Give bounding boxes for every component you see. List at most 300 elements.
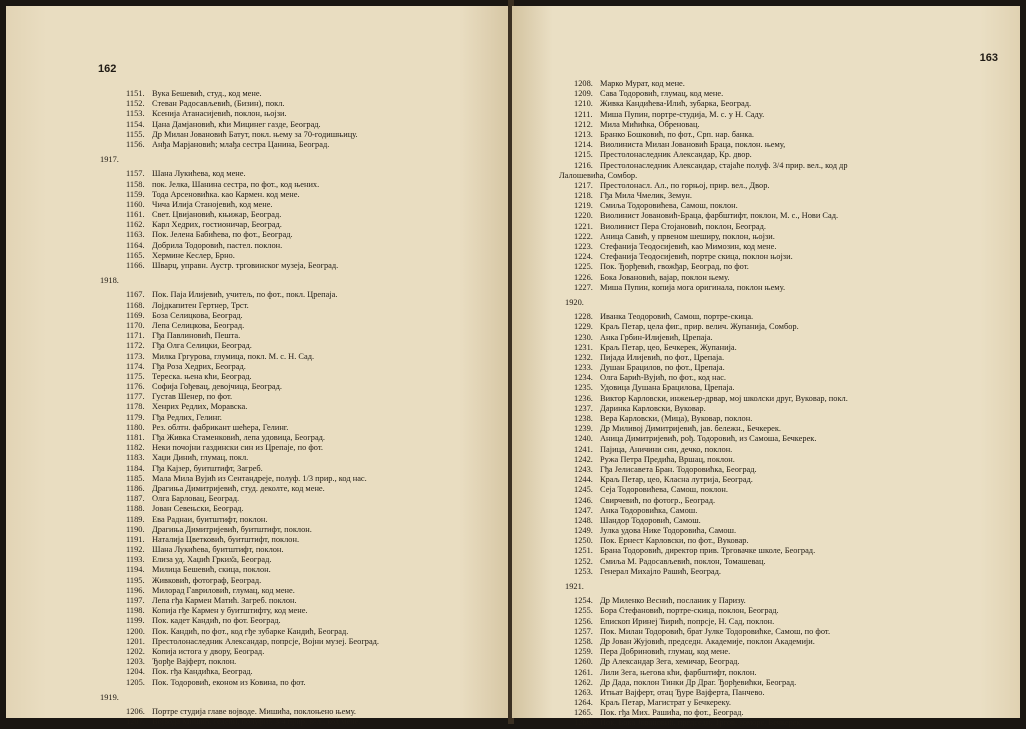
- entry-number: 1245.: [574, 485, 593, 495]
- list-item: [574, 475, 1014, 485]
- entry-number: 1193.: [126, 555, 145, 565]
- list-item: [126, 362, 506, 372]
- list-item: [126, 290, 506, 300]
- entry-text: Шварц, управн. Аустр. трговинског музеја, Београд.: [152, 261, 339, 270]
- entry-number: 1167.: [126, 290, 145, 300]
- list-item: [126, 443, 506, 453]
- entry-text: Генерал Михајло Рашић, Београд.: [600, 566, 721, 576]
- list-item: [126, 321, 506, 331]
- entry-number: 1218.: [574, 191, 593, 201]
- entry-text: Стефанија Теодосијевић, као Мимозин, код мене.: [600, 242, 777, 251]
- entry-text: Цана Дамјановић, кћи Мицинег газде, Београд.: [152, 119, 321, 129]
- entry-text: Краљ Петар, цео, Класна лутрија, Београд.: [600, 475, 753, 485]
- entry-number: 1261.: [574, 667, 593, 677]
- entry-text: Војвода Мишић, седећи, полуфиг. 3/4 прир. вел., код мене.: [152, 717, 361, 727]
- list-item: [574, 262, 1014, 272]
- list-item: [574, 606, 1014, 616]
- entry-number: 1210.: [574, 99, 593, 109]
- entry-text: Свет. Цвијановић, књижар, Београд.: [152, 210, 282, 220]
- list-item: [574, 424, 1014, 434]
- list-item: [126, 627, 506, 637]
- list-item: [574, 404, 1014, 414]
- entry-number: 1244.: [574, 475, 593, 485]
- entry-text: Анђа Марјановић; млађа сестра Цанина, Београд.: [152, 139, 330, 149]
- list-item: [574, 688, 1014, 698]
- list-item: [574, 445, 1014, 455]
- entry-text: Аница Димитријевић, рођ. Тодоровић, из Самоша, Бечкерек.: [600, 434, 817, 444]
- entry-number: 1231.: [574, 342, 593, 352]
- entry-number: 1236.: [574, 393, 593, 403]
- entry-text: Пок. Кандић, по фот., код гђе зубарке Кандић, Београд.: [152, 626, 349, 636]
- entry-number: 1252.: [574, 556, 593, 566]
- year-heading: 1920.: [565, 297, 584, 307]
- list-item: [126, 251, 506, 261]
- entry-text: Др Миленко Веснић, посланик у Паризу.: [600, 596, 746, 606]
- page-number: 162: [98, 63, 117, 75]
- right-page: [512, 6, 1020, 728]
- list-item: [574, 99, 1014, 109]
- entry-number: 1172.: [126, 341, 145, 351]
- entry-text: Гђа Павлиновић, Пешта.: [152, 331, 241, 341]
- list-item: [574, 434, 1014, 444]
- list-item: [574, 89, 1014, 99]
- entry-number: 1160.: [126, 199, 145, 209]
- entry-number: 1177.: [126, 392, 145, 402]
- entry-number: 1163.: [126, 230, 145, 240]
- list-item: [126, 423, 506, 433]
- entry-text: Вера Карловски, (Мица), Вуковар, поклон.: [600, 414, 753, 423]
- entry-text: Анка Грбин-Илијевић, Црепаја.: [600, 332, 713, 342]
- entry-number: 1233.: [574, 363, 593, 373]
- entry-text: Гђа Кајзер, буитштифт, Загреб.: [152, 463, 263, 473]
- entry-number: 1258.: [574, 636, 593, 646]
- list-item: [126, 341, 506, 351]
- list-item: [126, 392, 506, 402]
- entry-number: 1255.: [574, 606, 593, 616]
- list-item: [574, 668, 1014, 678]
- entry-text: Пок. Ернест Карловски, по фот., Вуковар.: [600, 536, 749, 546]
- entry-text: Боза Селицкова, Београд.: [152, 310, 243, 320]
- entry-number: 1204.: [126, 667, 145, 677]
- entry-text: Мила Мићићка, Обреновац.: [600, 119, 700, 129]
- list-item: [574, 242, 1014, 252]
- list-item: [126, 616, 506, 626]
- entry-text: Анка Тодоровићка, Самош.: [600, 505, 698, 515]
- entry-text: Олга Барић-Вујић, по фот., код нас.: [600, 373, 727, 383]
- list-item: [574, 557, 1014, 567]
- list-item: [126, 402, 506, 412]
- list-item: [574, 678, 1014, 688]
- entry-text: Чича Илија Станојевић, код мене.: [152, 199, 273, 209]
- entry-text: Ружа Петра Предића, Вршац, поклон.: [600, 454, 735, 464]
- list-item: [574, 201, 1014, 211]
- list-item: [126, 311, 506, 321]
- entry-text: Миша Пупин, портре-студија, М. с. у Н. Саду.: [600, 109, 765, 119]
- entry-text: пок. Јелка, Шанина сестра, по фот., код њених.: [152, 179, 320, 189]
- list-item: [126, 464, 506, 474]
- entry-number: 1192.: [126, 545, 145, 555]
- entry-number: 1182.: [126, 443, 145, 453]
- entry-text: Лепа гђа Кармен Матић. Загреб. поклон.: [152, 596, 297, 605]
- entry-text: Лили Зега, његова кћи, фарбштифт, поклон.: [600, 667, 757, 677]
- entry-text: Миша Пупин, копија мога оригинала, поклон њему.: [600, 282, 786, 292]
- entry-number: 1200.: [126, 626, 145, 636]
- entry-text: Пок. кадет Кандић, по фот. Београд.: [152, 616, 281, 626]
- list-item: [574, 232, 1014, 242]
- entry-number: 1158.: [126, 179, 145, 189]
- list-item: [574, 596, 1014, 606]
- entry-number: 1201.: [126, 636, 145, 646]
- entry-list: [100, 89, 506, 727]
- list-item: [574, 647, 1014, 657]
- entry-number: 1197.: [126, 596, 145, 605]
- entry-text: Виолиниста Милан Јовановић Браца, поклон. њему,: [600, 140, 786, 150]
- list-item: [126, 433, 506, 443]
- list-item: [126, 576, 506, 586]
- entry-text: Пок. Тодоровић, економ из Ковина, по фот.: [152, 677, 306, 687]
- list-item: [574, 627, 1014, 637]
- entry-text: Лојдкапитен Гертнер, Трст.: [152, 300, 249, 310]
- entry-number: 1152.: [126, 99, 145, 109]
- entry-text: Даринка Карловски, Вуковар.: [600, 403, 706, 413]
- list-item: [126, 210, 506, 220]
- list-item: [574, 383, 1014, 393]
- entry-number: 1213.: [574, 129, 593, 139]
- list-item: [574, 414, 1014, 424]
- entry-text: Бока Јовановић, вајар, поклон њему.: [600, 272, 730, 282]
- list-item: [574, 567, 1014, 577]
- list-item: [126, 261, 506, 271]
- list-item: [126, 331, 506, 341]
- entry-text: Карл Хедрих, гостионичар, Београд.: [152, 220, 282, 230]
- entry-number: 1165.: [126, 250, 145, 260]
- entry-text: Виолинист Јовановић-Браца, фарбштифт, поклон, М. с., Нови Сад.: [600, 211, 839, 221]
- entry-text: Удовица Душана Брациловa, Црепаја.: [600, 383, 735, 393]
- list-item: [574, 455, 1014, 465]
- list-item: [126, 707, 506, 717]
- list-item: [574, 485, 1014, 495]
- entry-text: Портре студија главе војводе. Мишића, поклоњено њему.: [152, 706, 357, 716]
- entry-text: Смиља Тодоровићева, Самош, поклон.: [600, 201, 738, 211]
- entry-number: 1189.: [126, 514, 145, 524]
- year-heading: 1918.: [100, 276, 119, 286]
- entry-text: Јулка удова Нике Тодоровића, Самош.: [600, 526, 737, 536]
- list-item: [126, 220, 506, 230]
- entry-number: 1217.: [574, 180, 593, 190]
- entry-text: Гђа Живка Стаменковић, лепа удовица, Београд.: [152, 433, 326, 442]
- entry-number: 1190.: [126, 524, 145, 534]
- list-item: [126, 515, 506, 525]
- entry-text: Марко Мурат, код мене.: [600, 79, 685, 88]
- entry-number: 1239.: [574, 424, 593, 434]
- entry-text: Олга Барловац, Београд.: [152, 494, 240, 504]
- entry-number: 1159.: [126, 189, 145, 199]
- entry-number: 1179.: [126, 412, 145, 422]
- entry-text: Гђа Јелисавета Бран. Тодоровићка, Београд.: [600, 464, 757, 474]
- list-item: [574, 181, 1014, 191]
- entry-continuation: Лалошевића, Сомбор.: [559, 170, 638, 180]
- list-item: [126, 109, 506, 119]
- entry-number: 1262.: [574, 677, 593, 687]
- entry-text: Пок. Јелена Бабићева, по фот., Београд.: [152, 230, 293, 240]
- entry-text: Гђа Мила Чмелик, Земун.: [600, 191, 692, 201]
- entry-number: 1241.: [574, 444, 593, 454]
- list-item: [574, 120, 1014, 130]
- list-item: [574, 322, 1014, 332]
- page-number: 163: [979, 52, 998, 64]
- entry-text: Престолонаследник Александар, Кр. двор.: [600, 150, 752, 160]
- entry-number: 1186.: [126, 483, 145, 493]
- list-item: [574, 211, 1014, 221]
- entry-number: 1185.: [126, 473, 145, 483]
- list-item: [126, 372, 506, 382]
- entry-text: Гђа Олга Селицки, Београд.: [152, 341, 252, 351]
- list-item: [574, 536, 1014, 546]
- entry-text: Неки почојни газдински син из Црепаје, по фот.: [152, 443, 323, 453]
- entry-text: Виолинист Пера Стојановић, поклон, Београд.: [600, 221, 766, 231]
- entry-number: 1199.: [126, 616, 145, 626]
- entry-text: Смиља М. Радосављевић, поклон, Томашевац.: [600, 556, 766, 566]
- entry-text: Пок. гђа Мих. Рашића, по фот., Београд.: [600, 708, 744, 718]
- list-item: [126, 678, 506, 688]
- entry-number: 1240.: [574, 434, 593, 444]
- list-item: [126, 190, 506, 200]
- entry-text: Пок. Паја Илијевић, учитељ, по фот., покл. Црепаја.: [152, 290, 338, 300]
- entry-number: 1181.: [126, 433, 145, 442]
- list-item: [126, 525, 506, 535]
- entry-text: Душан Брацилов, по фот., Црепаја.: [600, 363, 725, 373]
- entry-text: Драгиња Димитријевић, буитштифт, поклон.: [152, 524, 312, 534]
- list-item: [126, 99, 506, 109]
- entry-text: Тода Арсеновићка. као Кармен. код мене.: [152, 189, 300, 199]
- list-item: [126, 717, 506, 727]
- entry-number: 1168.: [126, 300, 145, 310]
- entry-text: Добрила Тодоровић, пастел. поклон.: [152, 240, 283, 250]
- entry-text: Ева Раднаи, буитштифт, поклон.: [152, 514, 268, 524]
- entry-number: 1234.: [574, 373, 593, 383]
- entry-number: 1173.: [126, 351, 145, 361]
- entry-number: 1205.: [126, 677, 145, 687]
- list-item: [126, 180, 506, 190]
- entry-text: Престолонаследник Александар, попрсје, Војни музеј. Београд.: [152, 636, 380, 646]
- list-item: [574, 506, 1014, 516]
- entry-text: Живковић, фотограф, Београд.: [152, 575, 262, 585]
- entry-number: 1265.: [574, 708, 593, 718]
- list-item: [574, 283, 1014, 293]
- entry-text: Свирчевић, по фотогр., Београд.: [600, 495, 716, 505]
- entry-number: 1207.: [126, 717, 145, 727]
- entry-number: 1242.: [574, 454, 593, 464]
- list-item: [574, 312, 1014, 322]
- entry-number: 1171.: [126, 331, 145, 341]
- entry-number: 1259.: [574, 647, 593, 657]
- list-item: [126, 545, 506, 555]
- entry-number: 1226.: [574, 272, 593, 282]
- list-item: [574, 637, 1014, 647]
- entry-number: 1212.: [574, 119, 593, 129]
- entry-number: 1175.: [126, 371, 145, 381]
- entry-text: Хермине Кеслер, Брно.: [152, 250, 235, 260]
- entry-text: Аница Савић, у првеном шеширу, поклон, њојзи.: [600, 231, 775, 241]
- list-item: [126, 169, 506, 179]
- entry-number: 1188.: [126, 504, 145, 514]
- entry-number: 1216.: [574, 160, 593, 170]
- list-item: [574, 546, 1014, 556]
- entry-number: 1162.: [126, 220, 145, 230]
- entry-number: 1220.: [574, 211, 593, 221]
- list-item: [574, 343, 1014, 353]
- entry-number: 1232.: [574, 352, 593, 362]
- list-item: [574, 657, 1014, 667]
- entry-number: 1248.: [574, 515, 593, 525]
- entry-text: Хенрих Редлих, Моравска.: [152, 402, 248, 412]
- entry-text: Престолонасл. Ал., по горњој, прир. вел., Двор.: [600, 180, 770, 190]
- entry-text: Бора Стефановић, портре-скица, поклон, Београд.: [600, 606, 779, 616]
- list-item: [574, 363, 1014, 373]
- entry-number: 1187.: [126, 494, 145, 504]
- list-item: [574, 252, 1014, 262]
- entry-text: Др Дада, поклон Тинки Др Драг. Ђорђевићки, Београд.: [600, 677, 797, 687]
- list-item: [574, 191, 1014, 201]
- list-item: [126, 657, 506, 667]
- list-item: [574, 496, 1014, 506]
- entry-text: Бранко Бошковић, по фот., Срп. нар. банка.: [600, 129, 755, 139]
- entry-number: 1264.: [574, 698, 593, 708]
- entry-number: 1208.: [574, 79, 593, 88]
- list-item: [126, 241, 506, 251]
- entry-number: 1266.: [574, 718, 593, 728]
- entry-text: Шандор Тодоровић, Самош.: [600, 515, 701, 525]
- entry-text: Краљ Петар, цео, Бечкерек, Жупанија.: [600, 342, 737, 352]
- list-item: [126, 382, 506, 392]
- entry-number: 1184.: [126, 463, 145, 473]
- entry-text: Густав Шенер, по фот.: [152, 392, 233, 402]
- list-item: [126, 637, 506, 647]
- list-item: [126, 352, 506, 362]
- entry-text: Елиза уд. Хаџић Грких̌а, Београд.: [152, 555, 272, 565]
- entry-number: 1222.: [574, 231, 593, 241]
- entry-number: 1215.: [574, 150, 593, 160]
- entry-number: 1221.: [574, 221, 593, 231]
- entry-text: Ксенија Атанасијевић, поклон, њојзи.: [152, 109, 287, 119]
- entry-text: Др Александар Зега, хемичар, Београд.: [600, 657, 740, 667]
- list-item: [126, 413, 506, 423]
- entry-text: Пајица, Аничини син, дечко, поклон.: [600, 444, 733, 454]
- entry-number: 1247.: [574, 505, 593, 515]
- entry-text: Хаџи Динић, глумац, покл.: [152, 453, 249, 463]
- entry-number: 1161.: [126, 210, 145, 220]
- list-item: [574, 79, 1014, 89]
- entry-number: 1151.: [126, 89, 145, 98]
- entry-text: Стеван Радосављевић, (Бизин), покл.: [152, 99, 285, 109]
- entry-number: 1256.: [574, 616, 593, 626]
- entry-text: Јован Севењски, Београд.: [152, 504, 244, 514]
- entry-text: Епископ Иринеј Ћирић, попрсје, Н. Сад, поклон.: [600, 616, 775, 626]
- entry-number: 1243.: [574, 464, 593, 474]
- list-item: [574, 617, 1014, 627]
- entry-number: 1214.: [574, 140, 593, 150]
- list-item: [126, 606, 506, 616]
- entry-text: Иванка Теодоровић, Самош, портре-скица.: [600, 312, 754, 322]
- entry-text: Стефанија Теодосијевић, портре скица, поклон њојзи.: [600, 252, 793, 262]
- entry-number: 1260.: [574, 657, 593, 667]
- list-item: [126, 453, 506, 463]
- list-item: [574, 110, 1014, 120]
- entry-text: Сеја Тодоровићева, Самош, поклон.: [600, 485, 728, 495]
- entry-number: 1174.: [126, 361, 145, 371]
- entry-number: 1191.: [126, 534, 145, 544]
- year-heading: 1921.: [565, 582, 584, 591]
- entry-number: 1219.: [574, 201, 593, 211]
- entry-text: Милица Бешевић, скица, поклон.: [152, 565, 271, 575]
- entry-number: 1251.: [574, 546, 593, 556]
- year-heading: 1917.: [100, 155, 119, 165]
- entry-number: 1203.: [126, 657, 145, 667]
- entry-text: Копија гђе Кармен у буитштифту, код мене.: [152, 606, 308, 616]
- entry-number: 1254.: [574, 596, 593, 606]
- entry-number: 1209.: [574, 89, 593, 99]
- entry-text: Брана Тодоровић, директор прив. Трговачке школе, Београд.: [600, 546, 816, 556]
- entry-number: 1227.: [574, 282, 593, 292]
- entry-number: 1169.: [126, 310, 145, 320]
- entry-number: 1194.: [126, 565, 145, 575]
- entry-text: Пијада Илијевић, по фот., Црепаја.: [600, 352, 725, 362]
- entry-number: 1156.: [126, 139, 145, 149]
- entry-text: Др Милан Јовановић Батут, покл. њему за 70-годишњицу.: [152, 129, 358, 139]
- entry-number: 1224.: [574, 252, 593, 262]
- list-item: [126, 504, 506, 514]
- list-item: [574, 273, 1014, 283]
- list-item: [574, 373, 1014, 383]
- entry-number: 1246.: [574, 495, 593, 505]
- entry-number: 1155.: [126, 129, 145, 139]
- entry-text: Др Миливој Димитријевић, јав. бележн., Бечкерек.: [600, 424, 782, 434]
- entry-text: Милорад Гавриловић, глумац, код мене.: [152, 585, 295, 595]
- list-item: [126, 484, 506, 494]
- list-item: [574, 708, 1014, 718]
- entry-text: Мала Мила Вујић из Сентандреје, полуф. 1/3 прир., код нас.: [152, 473, 367, 483]
- entry-text: Милка Гргурова, глумица, покл. М. с. Н. Сад.: [152, 351, 315, 361]
- list-item: [574, 161, 1014, 171]
- entry-number: 1178.: [126, 402, 145, 412]
- entry-text: Пок. Милан Тодоровић, брат Јулке Тодоровићке, Самош, по фот.: [600, 626, 831, 636]
- entry-text: Пера Добриновић, глумац, код мене.: [600, 647, 731, 657]
- entry-list: [559, 79, 1014, 729]
- entry-number: 1237.: [574, 403, 593, 413]
- entry-text: Краљ Петар, Магистрат у Бечкереку.: [600, 698, 731, 708]
- list-item: [126, 494, 506, 504]
- list-item: [574, 516, 1014, 526]
- entry-text: Шана Лукићева, буитштифт, поклон.: [152, 545, 284, 555]
- list-item: [126, 596, 506, 606]
- entry-number: 1225.: [574, 262, 593, 272]
- entry-text: Софија Гођевац, девојчица, Београд.: [152, 382, 282, 392]
- entry-text: Виктор Карловски, инжењер-дрвар, мој школски друг, Вуковар, покл.: [600, 393, 848, 403]
- list-item: [126, 200, 506, 210]
- entry-number: 1183.: [126, 453, 145, 463]
- entry-text: Итњат Вајферт, отац Ђуре Вајферта, Панчево.: [600, 687, 765, 697]
- entry-number: 1164.: [126, 240, 145, 250]
- entry-text: Лепа Селицкова, Београд.: [152, 320, 245, 330]
- entry-text: Пок. гђа Кандићка, Београд.: [152, 667, 253, 677]
- entry-number: 1166.: [126, 261, 145, 270]
- list-item: [574, 150, 1014, 160]
- entry-text: Наталија Цветковић, буитштифт, поклон.: [152, 534, 300, 544]
- list-item: [126, 555, 506, 565]
- entry-text: Живка Кандићева-Илић, зубарка, Београд.: [600, 99, 752, 109]
- entry-number: 1154.: [126, 119, 145, 129]
- entry-number: 1206.: [126, 706, 145, 716]
